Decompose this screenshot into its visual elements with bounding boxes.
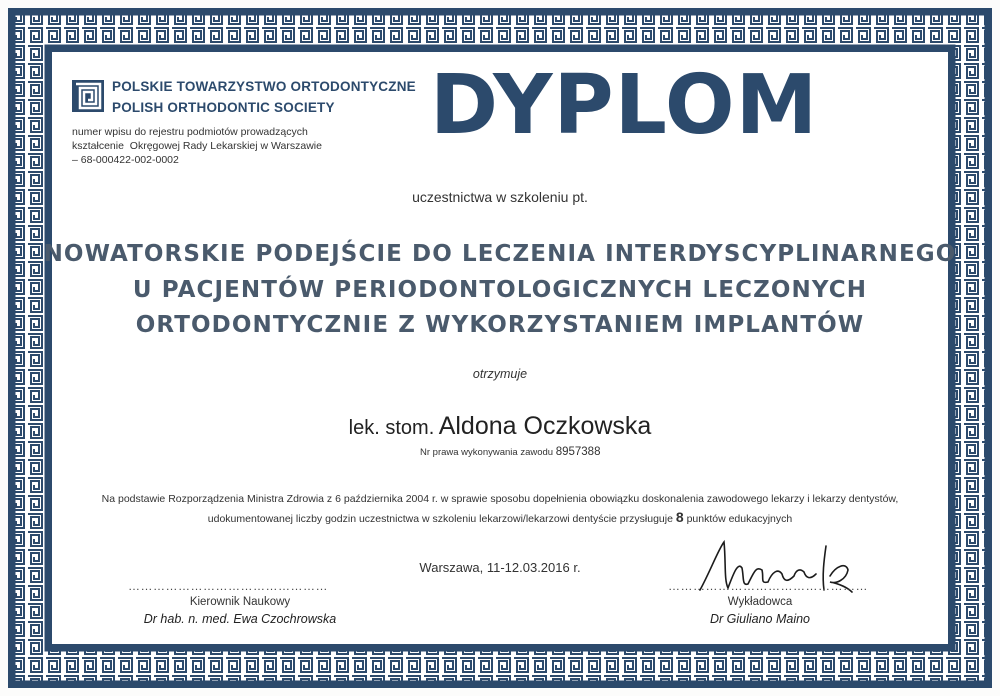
- legal-text-line: [0, 509, 1000, 525]
- diploma-title: DYPLOM: [430, 58, 819, 153]
- recipient-line: [0, 412, 1000, 441]
- license-number: 8957388: [555, 446, 601, 458]
- signer-role-left: Kierownik Naukowy: [189, 596, 291, 608]
- place-date: Warszawa, 11-12.03.2016 r.: [419, 560, 581, 575]
- registry-line: – 68-000422-002-0002: [72, 154, 179, 166]
- intro-text: uczestnictwa w szkoleniu pt.: [412, 189, 588, 205]
- receives-label: otrzymuje: [472, 367, 528, 381]
- signature-line-right: …………………………………………: [668, 579, 868, 593]
- recipient-title: lek. stom.: [348, 417, 435, 439]
- license-line: [420, 446, 600, 458]
- course-title-line: U PACJENTÓW PERIODONTOLOGICZNYCH LECZONYCH: [132, 277, 868, 303]
- legal-text-after: punktów edukacyjnych: [686, 513, 793, 525]
- organization-name-en: POLISH ORTHODONTIC SOCIETY: [112, 100, 335, 115]
- registry-line: numer wpisu do rejestru podmiotów prowadzących: [72, 126, 308, 138]
- legal-text-line: Na podstawie Rozporządzenia Ministra Zdrowia z 6 października 2004 r. w sprawie sposobu dopełnienia obowiązku doskonalenia zawodowego lekarzy i lekarzy dentystów,: [101, 493, 899, 505]
- registry-line: kształcenie Okręgowej Rady Lekarskiej w Warszawie: [72, 140, 322, 152]
- signer-name-left: Dr hab. n. med. Ewa Czochrowska: [143, 612, 337, 626]
- education-points: 8: [675, 509, 684, 525]
- signer-role-right: Wykładowca: [727, 596, 793, 608]
- license-label: Nr prawa wykonywania zawodu: [420, 447, 554, 458]
- signature-line-left: …………………………………………: [128, 579, 328, 593]
- society-logo: [72, 80, 104, 112]
- course-title-line: NOWATORSKIE PODEJŚCIE DO LECZENIA INTERDYSCYPLINARNEGO: [43, 241, 957, 267]
- course-title-line: ORTODONTYCZNIE Z WYKORZYSTANIEM IMPLANTÓW: [135, 312, 865, 338]
- signer-name-right: Dr Giuliano Maino: [709, 612, 811, 626]
- legal-text-before: udokumentowanej liczby godzin uczestnictwa w szkoleniu lekarzowi/lekarzowi dentyście przysługuje: [207, 513, 673, 525]
- recipient-name: Aldona Oczkowska: [438, 412, 652, 440]
- organization-name-pl: POLSKIE TOWARZYSTWO ORTODONTYCZNE: [112, 79, 416, 94]
